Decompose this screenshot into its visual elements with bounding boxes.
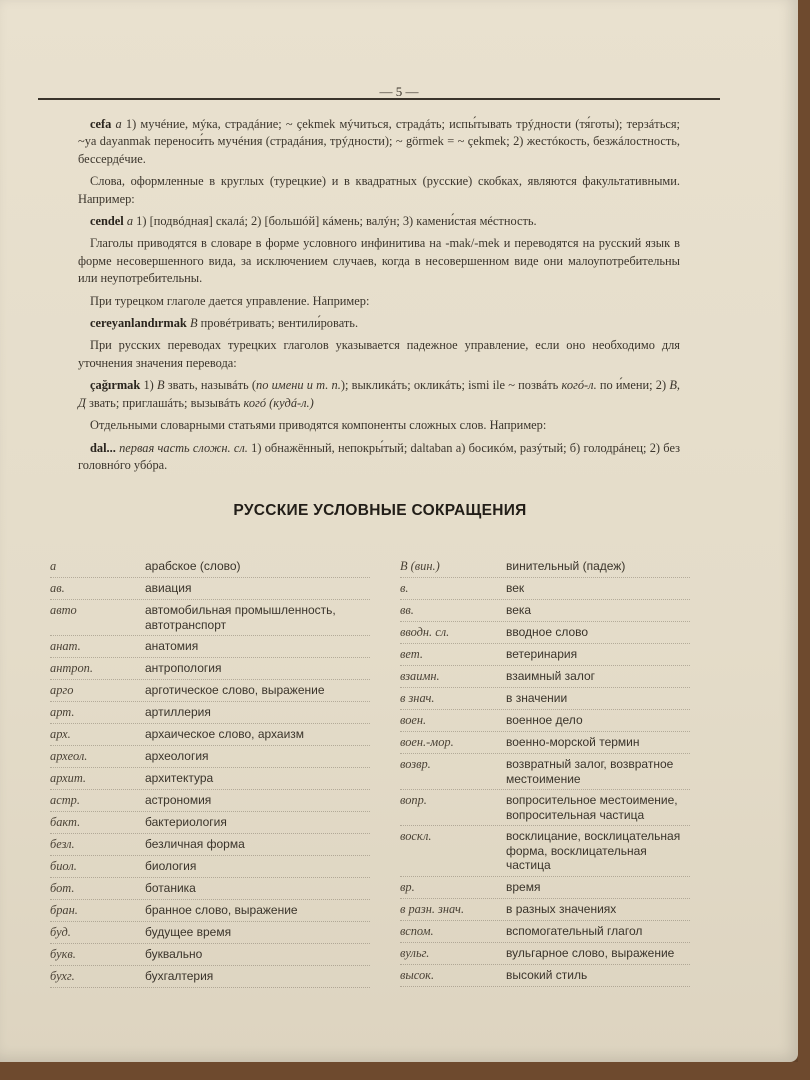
abbreviation-meaning: анатомия xyxy=(145,639,199,653)
abbreviation: бот. xyxy=(50,881,75,895)
abbreviation: астр. xyxy=(50,793,80,807)
abbreviation: вводн. сл. xyxy=(400,625,450,639)
abbreviation: в разн. знач. xyxy=(400,901,465,916)
abbreviation: вет. xyxy=(400,647,423,661)
abbreviation-meaning: будущее время xyxy=(145,925,232,939)
example-entry-cefa: cefa a 1) мучéние, мýка, страдáние; ~ çekmek мýчиться, страдáть; испы́тывать трýдности (тя́готы); терзáться; ~ya dayanmak переноси́ть мучéния (страдáния, трýдности); ~ görmek = ~ çekmek; 2) жестóкость, безжáлостность, бессердéчие. xyxy=(78,117,680,166)
section-title: РУССКИЕ УСЛОВНЫЕ СОКРАЩЕНИЯ xyxy=(233,502,527,519)
example-entry-cagirmak: çağırmak 1) В звать, назывáть (по имени и т. п.); выкликáть; окликáть; ismi ile ~ позвáть когó-л. по и́мени; 2) В, Д звать; приглашáть; вызывáть когó (кудá-л.) xyxy=(78,378,680,410)
abbreviation-row xyxy=(50,922,370,944)
abbreviation-meaning: вводное слово xyxy=(506,625,589,639)
abbreviation-row xyxy=(50,878,370,900)
abbreviation: буд. xyxy=(50,925,71,939)
abbreviation-meaning: восклицание, восклицательная форма, восклицательная частица xyxy=(506,829,681,872)
abbreviations-right-column xyxy=(400,556,690,987)
abbreviation-meaning: время xyxy=(506,879,541,894)
abbreviation-meaning: бухгалтерия xyxy=(145,969,214,983)
abbreviation: анат. xyxy=(50,639,81,653)
abbreviation: в. xyxy=(400,581,409,595)
abbreviation: бран. xyxy=(50,903,78,917)
abbreviation: воен. xyxy=(400,713,427,727)
intro-paragraph: Глаголы приводятся в словаре в форме условного инфинитива на -mak/-mek и переводятся на русский язык в форме несовершенного вида, за исключением случаев, когда в несовершенном виде они малоупотребительны или неупотребительны. xyxy=(78,236,680,286)
abbreviation-row xyxy=(50,724,370,746)
abbreviation: арт. xyxy=(50,705,75,719)
abbreviation-meaning: возвратный залог, возвратное местоимение xyxy=(506,757,674,786)
abbreviation: вопр. xyxy=(400,793,427,807)
abbreviation-row xyxy=(400,556,690,578)
abbreviation-row xyxy=(50,834,370,856)
abbreviation-row xyxy=(50,790,370,812)
intro-paragraph: Слова, оформленные в круглых (турецкие) и в квадратных (русские) скобках, являются факультативными. Например: xyxy=(78,174,680,206)
page-number: — 5 — xyxy=(379,84,419,99)
abbreviation-row xyxy=(400,826,690,877)
abbreviation-row xyxy=(50,702,370,724)
abbreviation: воскл. xyxy=(400,829,432,843)
abbreviation-meaning: бранное слово, выражение xyxy=(145,903,298,917)
abbreviation-meaning: вопросительное местоимение, вопросительная частица xyxy=(506,793,678,822)
abbreviation-row xyxy=(400,666,690,688)
abbreviation: вульг. xyxy=(400,945,430,960)
abbreviation-row xyxy=(400,732,690,754)
abbreviation-meaning: винительный (падеж) xyxy=(506,559,626,573)
abbreviation-row xyxy=(400,644,690,666)
abbreviation-meaning: авиация xyxy=(145,581,192,595)
abbreviation: взаимн. xyxy=(400,669,440,683)
abbreviation-row xyxy=(50,600,370,636)
abbreviation: вв. xyxy=(400,603,414,617)
abbreviation-row xyxy=(400,965,690,987)
abbreviation: высок. xyxy=(400,967,435,982)
abbreviation-row xyxy=(400,921,690,943)
abbreviation-meaning: биология xyxy=(145,859,197,873)
abbreviation-meaning: безличная форма xyxy=(145,837,245,851)
abbreviation-meaning: архаическое слово, архаизм xyxy=(145,727,305,741)
abbreviation-meaning: ботаника xyxy=(145,881,196,895)
abbreviation: бухг. xyxy=(50,969,75,983)
abbreviation: в знач. xyxy=(400,691,435,705)
abbreviation-row xyxy=(50,856,370,878)
intro-paragraph: Отдельными словарными статьями приводятся компоненты сложных слов. Например: xyxy=(90,418,547,433)
abbreviation-meaning: арабское (слово) xyxy=(145,559,241,573)
abbreviation-row xyxy=(50,658,370,680)
abbreviation: а xyxy=(50,559,57,573)
abbreviation-meaning: архитектура xyxy=(145,771,214,785)
abbreviation: В (вин.) xyxy=(400,559,440,573)
abbreviation-meaning: ветеринария xyxy=(506,647,578,661)
abbreviation-meaning: военное дело xyxy=(506,713,583,727)
example-entry-dal: dal... первая часть сложн. сл. 1) обнажённый, непокры́тый; daltaban а) босикóм, разýтый; б) голодрáнец; 2) без головнóго убóра. xyxy=(78,440,680,472)
abbreviation-row xyxy=(400,710,690,732)
intro-paragraph: При русских переводах турецких глаголов указывается падежное управление, если оно необходимо для уточнения значения перевода: xyxy=(78,338,680,370)
abbreviation-meaning: вульгарное слово, выражение xyxy=(506,945,675,960)
abbreviation: вр. xyxy=(400,879,415,894)
abbreviation-row xyxy=(50,900,370,922)
abbreviation-row xyxy=(400,600,690,622)
intro-text xyxy=(78,116,680,479)
example-entry-cendel: cendel a 1) [подвóдная] скалá; 2) [большóй] кáмень; валýн; 3) камени́стая мéстность. xyxy=(90,214,537,229)
abbreviation-row xyxy=(50,680,370,702)
abbreviation-meaning: взаимный залог xyxy=(506,669,596,683)
abbreviation-meaning: археология xyxy=(145,749,209,763)
example-entry-cereyanlandirmak: cereyanlandırmak B провéтривать; вентили́ровать. xyxy=(90,316,359,331)
abbreviation: археол. xyxy=(50,749,88,763)
abbreviation: бакт. xyxy=(50,815,81,829)
abbreviation-meaning: высокий стиль xyxy=(506,967,588,982)
abbreviation-meaning: вспомогательный глагол xyxy=(506,923,643,938)
abbreviation-row xyxy=(50,578,370,600)
abbreviation-meaning: автомобильная промышленность, автотранспорт xyxy=(145,603,336,632)
abbreviation-row xyxy=(400,688,690,710)
abbreviation: арго xyxy=(50,683,74,697)
abbreviation: антроп. xyxy=(50,661,93,675)
abbreviation-row xyxy=(50,768,370,790)
header-rule xyxy=(38,98,720,100)
abbreviation-row xyxy=(50,746,370,768)
abbreviation-row xyxy=(50,966,370,988)
intro-paragraph: При турецком глаголе дается управление. Например: xyxy=(90,293,370,308)
abbreviation-meaning: военно-морской термин xyxy=(506,735,640,749)
abbreviation: авто xyxy=(50,603,77,617)
abbreviation-row xyxy=(400,754,690,790)
abbreviation-row xyxy=(50,944,370,966)
abbreviation-meaning: артиллерия xyxy=(145,705,211,719)
abbreviation: арх. xyxy=(50,727,71,741)
abbreviation: безл. xyxy=(50,837,75,851)
abbreviation-row xyxy=(400,877,690,899)
abbreviation-row xyxy=(400,790,690,826)
abbreviation: ав. xyxy=(50,581,65,595)
abbreviation: архит. xyxy=(50,771,87,785)
abbreviation: биол. xyxy=(50,859,77,873)
abbreviations-left-column xyxy=(50,556,370,988)
abbreviation-meaning: бактериология xyxy=(145,815,227,829)
abbreviation-row xyxy=(50,636,370,658)
abbreviation-row xyxy=(400,899,690,921)
abbreviation-meaning: антропология xyxy=(145,661,222,675)
abbreviation-row xyxy=(400,622,690,644)
abbreviation-row xyxy=(400,578,690,600)
abbreviation: возвр. xyxy=(400,757,431,771)
abbreviation-meaning: арготическое слово, выражение xyxy=(145,683,325,697)
abbreviation: воен.-мор. xyxy=(400,735,454,749)
abbreviation-meaning: в разных значениях xyxy=(506,901,617,916)
abbreviation-row xyxy=(50,556,370,578)
abbreviation: букв. xyxy=(50,947,76,961)
abbreviation-meaning: буквально xyxy=(145,947,203,961)
abbreviation-meaning: век xyxy=(506,581,525,595)
abbreviation-meaning: в значении xyxy=(506,691,568,705)
abbreviation: вспом. xyxy=(400,923,434,938)
abbreviation-meaning: века xyxy=(506,603,532,617)
abbreviation-meaning: астрономия xyxy=(145,793,212,807)
abbreviation-row xyxy=(50,812,370,834)
abbreviation-row xyxy=(400,943,690,965)
